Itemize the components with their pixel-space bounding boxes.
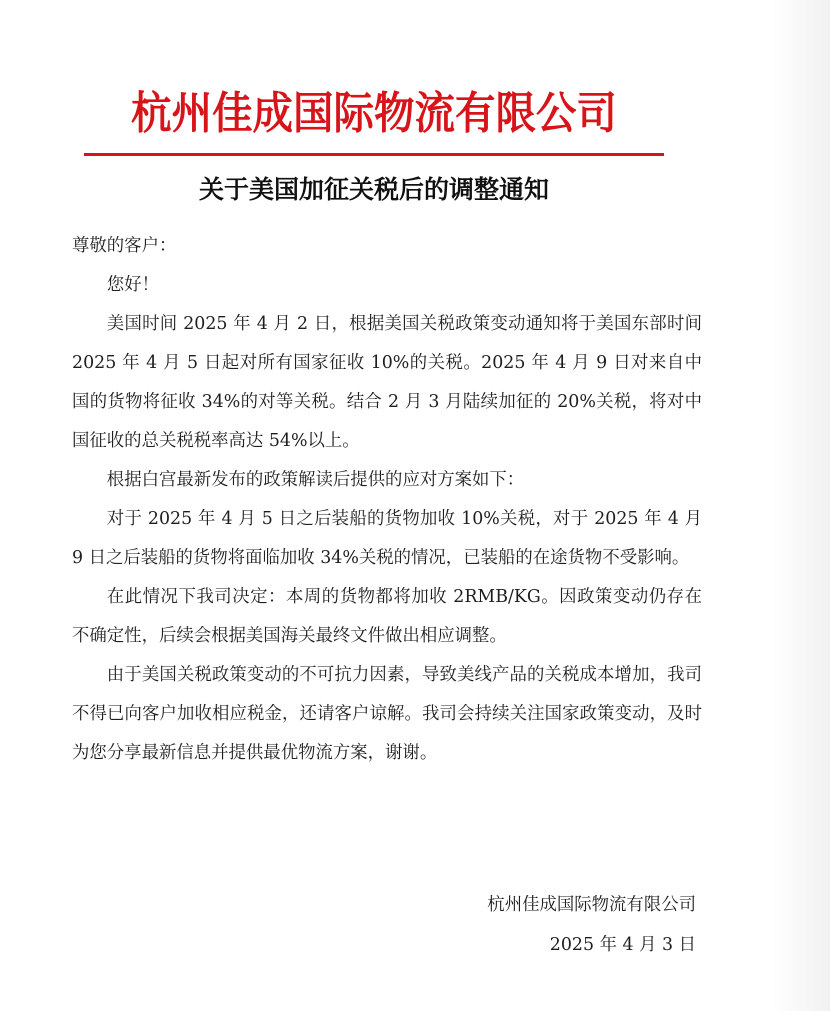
signature-company: 杭州佳成国际物流有限公司	[487, 895, 696, 915]
paragraph-tariff-background: 美国时间 2025 年 4 月 2 日，根据美国关税政策变动通知将于美国东部时间 2025 年 4 月 5 日起对所有国家征收 10%的关税。2025 年 4 月 9 日对来自中国的货物将征收 34%的对等关税。结合 2 月 3 月陆续加征的 20%关税，将对中国征收的总关税税率高达 54%以上。	[72, 314, 702, 451]
paragraph-closing: 由于美国关税政策变动的不可抗力因素，导致美线产品的关税成本增加，我司不得已向客户加收相应税金，还请客户谅解。我司会持续关注国家政策变动，及时为您分享最新信息并提供最优物流方案，谢谢。	[72, 665, 702, 763]
page-edge-shadow	[772, 0, 830, 1011]
notice-body	[72, 227, 702, 773]
signature-date: 2025 年 4 月 3 日	[549, 935, 696, 955]
paragraph-shipment-surcharge: 对于 2025 年 4 月 5 日之后装船的货物加收 10%关税，对于 2025 年 4 月 9 日之后装船的货物将面临加收 34%关税的情况，已装船的在途货物不受影响。	[72, 509, 702, 568]
letterhead-divider	[84, 153, 664, 156]
company-letterhead: 杭州佳成国际物流有限公司	[131, 88, 617, 139]
greeting: 您好！	[106, 275, 159, 295]
signature-block	[487, 885, 696, 965]
salutation: 尊敬的客户：	[72, 236, 177, 256]
paragraph-company-decision: 在此情况下我司决定：本周的货物都将加收 2RMB/KG。因政策变动仍存在不确定性，后续会根据美国海关最终文件做出相应调整。	[72, 587, 702, 646]
notice-title: 关于美国加征关税后的调整通知	[198, 175, 549, 204]
paragraph-plan-intro: 根据白宫最新发布的政策解读后提供的应对方案如下：	[106, 470, 525, 490]
